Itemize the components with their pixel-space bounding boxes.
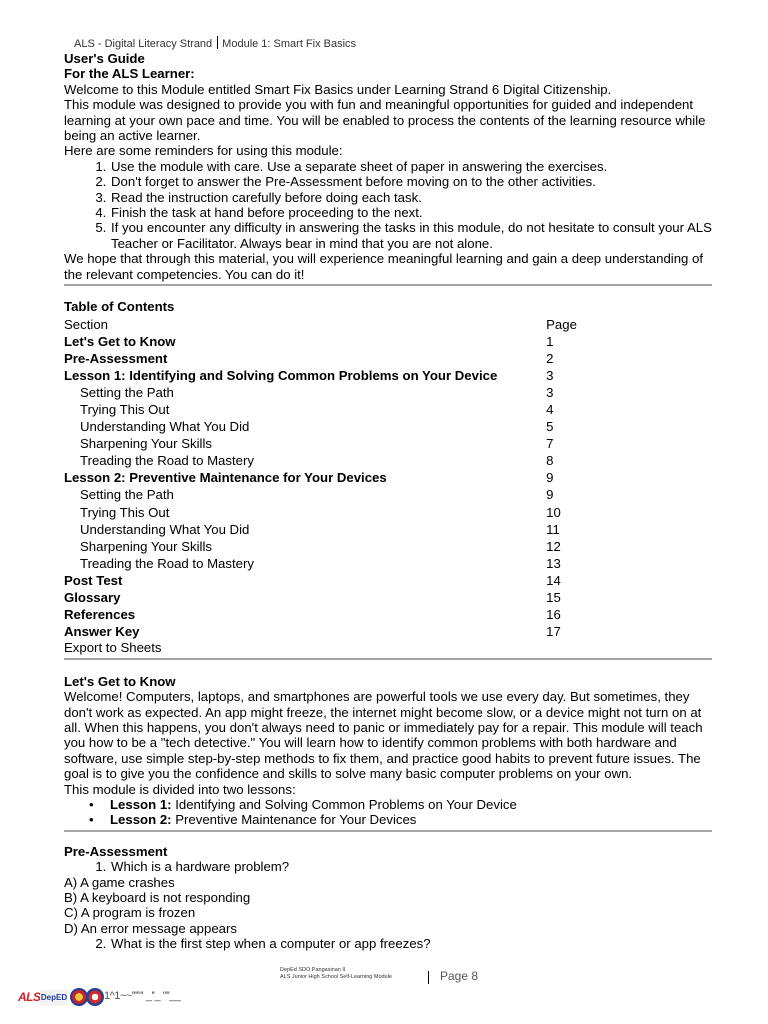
reminders-list — [64, 159, 714, 251]
list-item: 1. Use the module with care. Use a separate sheet of paper in answering the exercises. — [110, 159, 714, 174]
toc-row[interactable] — [64, 521, 714, 538]
toc-page-number: 9 — [546, 487, 554, 503]
export-to-sheets-link[interactable]: Export to Sheets — [64, 640, 162, 656]
toc-page-number: 15 — [546, 590, 561, 606]
toc-page-number: 2 — [546, 350, 554, 366]
document-body — [64, 51, 714, 952]
toc-page-number: 14 — [546, 572, 561, 588]
lesson-label: Lesson 2: — [110, 812, 172, 828]
users-guide-purpose: This module was designed to provide you with fun and meaningful opportunities for guided and independent learning at your own pace and time. You will be enabled to process the contents of the learning resource while being an active learner. — [64, 97, 706, 144]
answer-choice: B) A keyboard is not responding — [64, 889, 251, 905]
toc-page-number: 9 — [546, 470, 554, 486]
toc-section-label: Treading the Road to Mastery — [80, 555, 254, 571]
toc-header-row — [64, 316, 714, 333]
question-list — [64, 859, 714, 874]
toc-page-number: 8 — [546, 453, 554, 469]
section-divider — [64, 284, 712, 286]
toc-row[interactable] — [64, 469, 714, 486]
header-strand: ALS - Digital Literacy Strand — [74, 38, 213, 50]
toc-page-number: 17 — [546, 624, 561, 640]
users-guide-title: User's Guide — [64, 51, 145, 66]
answer-choice: C) A program is frozen — [64, 905, 196, 921]
footer-series: ALS Junior High School Self-Learning Module — [280, 974, 392, 980]
lessons-list — [64, 797, 714, 828]
toc-section-label: Setting the Path — [80, 487, 174, 503]
list-item — [110, 797, 714, 812]
toc-row[interactable] — [64, 623, 714, 640]
toc-section-label: Lesson 1: Identifying and Solving Common Problems on Your Device — [64, 367, 498, 383]
header-divider — [217, 36, 218, 49]
answer-choice: A) A game crashes — [64, 874, 175, 890]
toc-section-label: Lesson 2: Preventive Maintenance for Your Devices — [64, 470, 387, 486]
toc-col-section: Section — [64, 316, 108, 332]
toc-page-number: 16 — [546, 607, 561, 623]
reminders-intro: Here are some reminders for using this module: — [64, 143, 343, 159]
toc-page-number: 3 — [546, 384, 554, 400]
toc-page-number: 4 — [546, 402, 554, 418]
list-item: 3. Read the instruction carefully before doing each task. — [110, 190, 714, 205]
toc-page-number: 10 — [546, 504, 561, 520]
list-item: 5. If you encounter any difficulty in answering the tasks in this module, do not hesitate to consult your ALS Teacher or Facilitator. Always bear in mind that you are not alone. — [110, 220, 714, 251]
lessons-intro: This module is divided into two lessons: — [64, 781, 296, 797]
toc-table — [64, 316, 714, 641]
toc-section-label: Pre-Assessment — [64, 350, 168, 366]
toc-row[interactable] — [64, 572, 714, 589]
toc-col-page: Page — [546, 316, 577, 332]
toc-row[interactable] — [64, 384, 714, 401]
toc-section-label: Treading the Road to Mastery — [80, 453, 254, 469]
page-number: Page 8 — [440, 969, 479, 983]
footer-org: DepEd SDO Pangasinan II — [280, 967, 346, 973]
toc-row[interactable] — [64, 418, 714, 435]
question-item: 2. What is the first step when a computer or app freezes? — [110, 936, 714, 951]
toc-section-label: Trying This Out — [80, 504, 170, 520]
footer-source — [280, 967, 392, 981]
toc-row[interactable] — [64, 538, 714, 555]
footer-divider — [428, 971, 429, 984]
toc-section-label: Answer Key — [64, 624, 140, 640]
toc-row[interactable] — [64, 504, 714, 521]
toc-row[interactable] — [64, 606, 714, 623]
list-item: 4. Finish the task at hand before proceeding to the next. — [110, 205, 714, 220]
toc-section-label: Let's Get to Know — [64, 333, 176, 349]
lesson-label: Lesson 1: — [110, 796, 172, 812]
toc-row[interactable] — [64, 401, 714, 418]
deped-logo-icon: DepED — [40, 990, 68, 1006]
toc-page-number: 7 — [546, 436, 554, 452]
toc-row[interactable] — [64, 589, 714, 606]
toc-page-number: 5 — [546, 419, 554, 435]
seal-icon — [86, 988, 104, 1006]
get-to-know-paragraph: Welcome! Computers, laptops, and smartphones are powerful tools we use every day. But sometimes, they don't work as expected. An app might freeze, the internet might become slow, or a device might not turn on at all. When this happens, you don't always need to panic or immediately pay for a repair. This module will teach you how to be a "tech detective." You will learn how to identify common problems with both hardware and software, use simple step-by-step methods to fix them, and practice good habits to prevent future issues. The goal is to give you the confidence and skills to solve many basic computer problems on your own. — [64, 689, 703, 782]
toc-section-label: Setting the Path — [80, 384, 174, 400]
toc-row[interactable] — [64, 367, 714, 384]
toc-page-number: 13 — [546, 555, 561, 571]
toc-page-number: 1 — [546, 333, 554, 349]
toc-row[interactable] — [64, 452, 714, 469]
toc-section-label: Sharpening Your Skills — [80, 436, 212, 452]
footer-scribble: 1^1~~''''"' _''_ "''__ — [104, 990, 181, 1002]
toc-section-label: Sharpening Your Skills — [80, 538, 212, 554]
users-guide-closing: We hope that through this material, you will experience meaningful learning and gain a deep understanding of the relevant competencies. You can do it! — [64, 251, 704, 282]
toc-page-number: 11 — [546, 521, 560, 537]
toc-page-number: 12 — [546, 538, 561, 554]
toc-title: Table of Contents — [64, 299, 175, 315]
question-item: 1. Which is a hardware problem? — [110, 859, 714, 874]
toc-section-label: Understanding What You Did — [80, 521, 250, 537]
page-header — [74, 36, 356, 50]
lesson-text: Preventive Maintenance for Your Devices — [171, 812, 417, 828]
question-list — [64, 936, 714, 951]
toc-row[interactable] — [64, 435, 714, 452]
toc-section-label: Post Test — [64, 572, 123, 588]
toc-section-label: References — [64, 607, 136, 623]
toc-page-number: 3 — [546, 367, 554, 383]
list-item: 2. Don't forget to answer the Pre-Assessment before moving on to the other activities. — [110, 174, 714, 189]
toc-section-label: Understanding What You Did — [80, 419, 250, 435]
users-guide-intro: Welcome to this Module entitled Smart Fix Basics under Learning Strand 6 Digital Citizenship. — [64, 81, 612, 97]
answer-choice: D) An error message appears — [64, 920, 237, 936]
als-logo-icon: ALS — [18, 990, 41, 1004]
toc-section-label: Glossary — [64, 590, 121, 606]
get-to-know-title: Let's Get to Know — [64, 673, 176, 689]
toc-row[interactable] — [64, 486, 714, 503]
header-module: Module 1: Smart Fix Basics — [222, 38, 357, 50]
lesson-text: Identifying and Solving Common Problems on Your Device — [171, 796, 517, 812]
toc-row[interactable] — [64, 350, 714, 367]
toc-row[interactable] — [64, 555, 714, 572]
pre-assessment-title: Pre-Assessment — [64, 843, 168, 859]
toc-row[interactable] — [64, 333, 714, 350]
users-guide-subtitle: For the ALS Learner: — [64, 66, 195, 82]
list-item — [110, 812, 714, 827]
toc-section-label: Trying This Out — [80, 402, 170, 418]
